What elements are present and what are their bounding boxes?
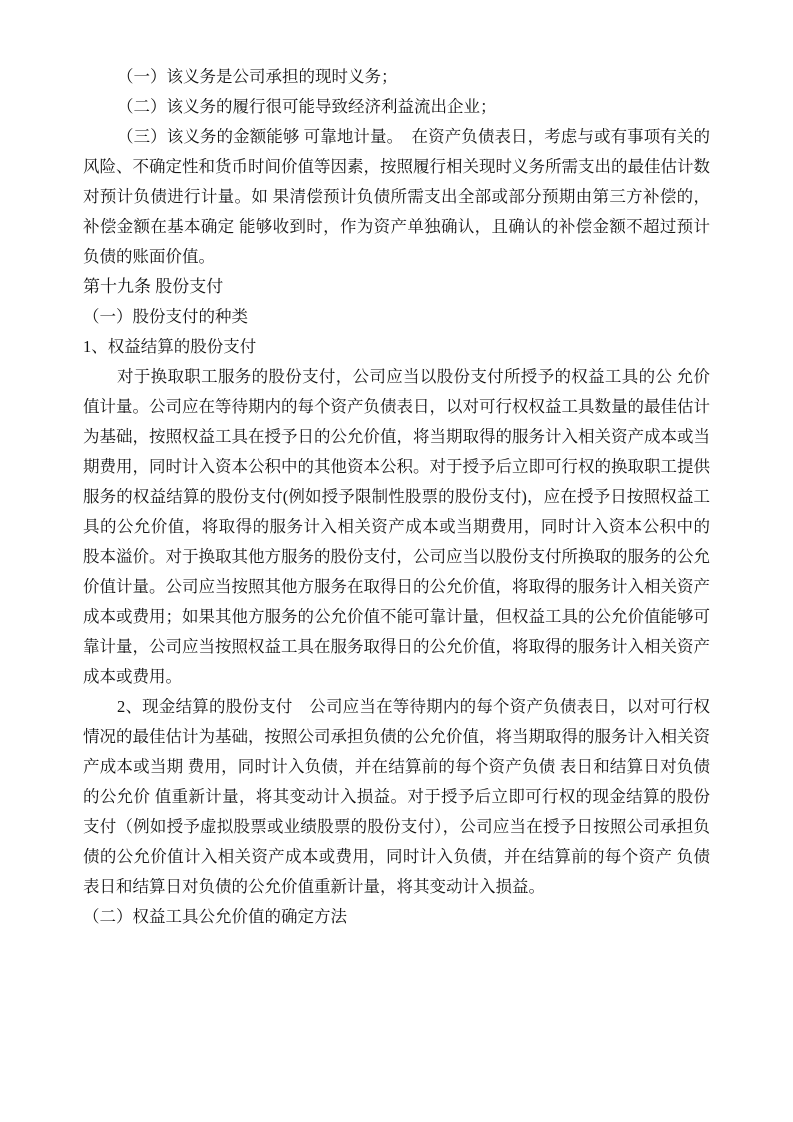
clause-item-3-paragraph: （三）该义务的金额能够 可靠地计量。 在资产负债表日，考虑与或有事项有关的风险、不确定性和货币时间价值等因素，按照履行相关现时义务所需支出的最佳估计数对预计负债进行计量。如 果清偿预计负债所需支出全部或部分预期由第三方补偿的，补偿金额在基本确定 能够收到时，作为资产单独确认，且确认的补偿金额不超过预计负债的账面价值。: [83, 127, 710, 266]
clause-item-2: （二）该义务的履行很可能导致经济利益流出企业；: [117, 97, 497, 116]
section-title-fair-value-method: （二）权益工具公允价值的确定方法: [83, 907, 347, 926]
paragraph-equity-settled: 对于换取职工服务的股份支付，公司应当以股份支付所授予的权益工具的公 允价值计量。公司应在等待期内的每个资产负债表日，以对可行权权益工具数量的最佳估计为基础，按照权益工具在授予日的公允价值，将当期取得的服务计入相关资产成本或当期费用，同时计入资本公积中的其他资本公积。对于授予后立即可行权的换取职工提供服务的权益结算的股份支付(例如授予限制性股票的股份支付)，应在授予日按照权益工具的公允价值，将取得的服务计入相关资产成本或当期费用，同时计入资本公积中的 股本溢价。对于换取其他方服务的股份支付，公司应当以股份支付所换取的服务的公允价值计量。公司应当按照其他方服务在取得日的公允价值，将取得的服务计入相关资产成本或费用；如果其他方服务的公允价值不能可靠计量，但权益工具的公允价值能够可靠计量，公司应当按照权益工具在服务取得日的公允价值，将取得的服务计入相关资产成本或费用。: [83, 367, 727, 686]
article-heading: 第十九条 股份支付: [83, 277, 224, 296]
paragraph-cash-settled: 2、现金结算的股份支付 公司应当在等待期内的每个资产负债表日，以对可行权情况的最佳估计为基础，按照公司承担负债的公允价值，将当期取得的服务计入相关资产成本或当期 费用，同时计入负债，并在结算前的每个资产负债 表日和结算日对负债的公允价 值重新计量，将其变动计入损益。对于授予后立即可行权的现金结算的股份支付（例如授予虚拟股票或业绩股票的股份支付），公司应当在授予日按照公司承担负 债的公允价值计入相关资产成本或费用，同时计入负债，并在结算前的每个资产 负债表日和结算日对负债的公允价值重新计量，将其变动计入损益。: [83, 697, 710, 896]
section-title-share-payment-types: （一）股份支付的种类: [83, 307, 248, 326]
type-title-equity-settled: 1、权益结算的股份支付: [83, 337, 257, 356]
clause-item-1: （一）该义务是公司承担的现时义务；: [117, 67, 398, 86]
